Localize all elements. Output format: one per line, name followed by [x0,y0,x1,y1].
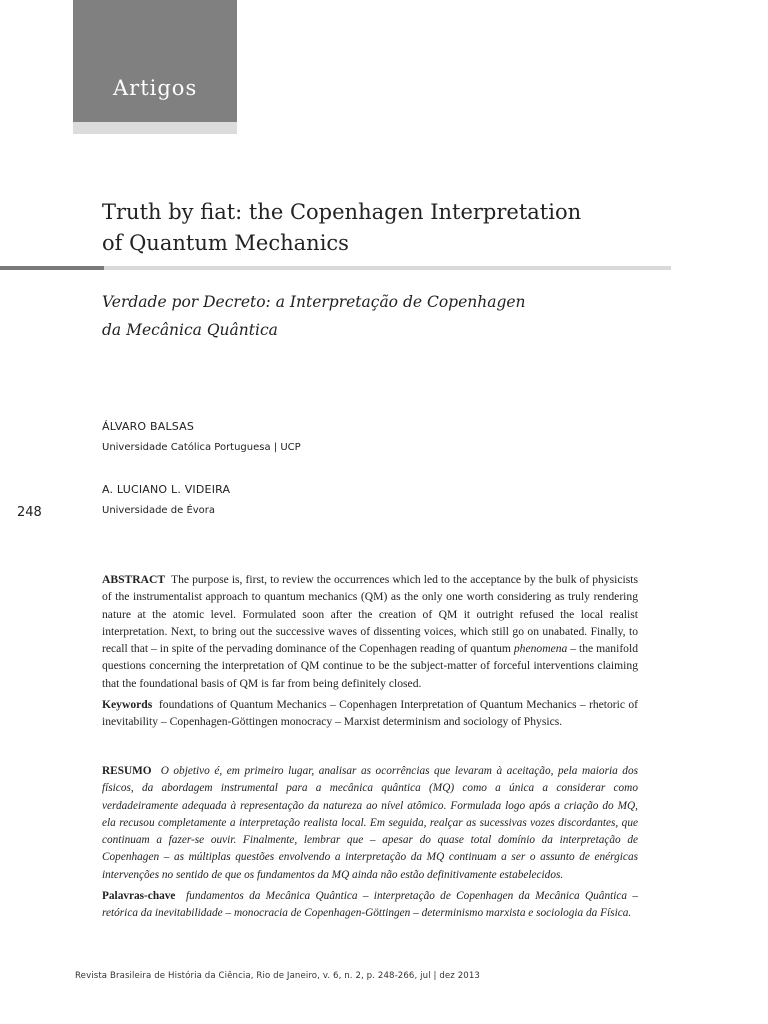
author-name-2: A. LUCIANO L. VIDEIRA [102,483,231,496]
abstract-paragraph [102,571,638,692]
keywords-text: foundations of Quantum Mechanics – Copenhagen Interpretation of Quantum Mechanics – rhetoric of inevitability – Copenhagen-Göttingen monocracy – Marxist determinism and sociology of Physics. [102,698,639,729]
palavras-chave-label: Palavras-chave [102,890,176,902]
author-name-1: ÁLVARO BALSAS [102,420,195,433]
abstract-text-1: The purpose is, first, to review the occurrences which led to the acceptance by the bulk of physicists of the instrumentalist approach to quantum mechanics (QM) as the only one worth considering as truly rendering nature at the atomic level. Formulated soon after the creation of QM it outright refused the local realist interpretation. Next, to bring out the successive waves of dissenting voices, which still go on unabated. Finally, to recall that – in spite of the pervading dominance of the Copenhagen reading of quantum [102,573,638,656]
page-number: 248 [17,505,42,520]
article-subtitle-line-1: Verdade por Decreto: a Interpretação de Copenhagen [102,293,526,311]
title-rule [104,266,671,270]
abstract-italic-word: phenomena [513,642,568,656]
resumo-text: O objetivo é, em primeiro lugar, analisar as ocorrências que levaram à aceitação, pela maioria dos físicos, da abordagem instrumental para a mecânica quântica (MQ) como a única a considerar como verdadeiramente adequada à representação da natureza ao nível atômico. Formulada logo após a criação do MQ, ela recusou completamente a interpretação realista local. Em seguida, realçar as sucessivas vozes discordantes, que continuam a fazer-se ouvir. Finalmente, lembrar que – apesar do quase total domínio da interpretação de Copenhagen – as múltiplas questões envolvendo a interpretação da MQ continuam a ser o assunto de enérgicas intervenções no sentido de que os fundamentos da MQ ainda não estão definitivamente estabelecidos. [102,765,638,881]
title-rule-accent [0,266,104,270]
author-affiliation-1: Universidade Católica Portuguesa | UCP [102,442,301,453]
section-header-box [73,0,237,122]
palavras-chave-paragraph [102,888,638,923]
abstract-label: ABSTRACT [102,573,166,586]
abstract-text-2: – the manifold questions concerning the interpretation of QM continue to be the subject-matter of forceful interventions claiming that the foundational basis of QM is far from being definitely closed. [102,642,638,690]
section-header-strip [73,122,237,134]
article-subtitle-line-2: da Mecânica Quântica [102,321,278,339]
author-affiliation-2: Universidade de Évora [102,505,216,516]
keywords-paragraph [102,696,638,731]
section-label: Artigos [113,76,198,100]
keywords-label: Keywords [102,698,153,711]
palavras-chave-text: fundamentos da Mecânica Quântica – interpretação de Copenhagen da Mecânica Quântica – retórica da inevitabilidade – monocracia de Copenhagen-Göttingen – determinismo marxista e sociologia da Física. [102,890,638,920]
article-subtitle [102,288,662,344]
article-title [102,197,662,259]
resumo-paragraph [102,763,638,884]
article-title-line-2: of Quantum Mechanics [102,231,349,255]
footer-citation: Revista Brasileira de História da Ciência, Rio de Janeiro, v. 6, n. 2, p. 248-266, jul | dez 2013 [75,971,480,981]
resumo-label: RESUMO [102,765,152,777]
article-title-line-1: Truth by fiat: the Copenhagen Interpretation [102,200,582,224]
